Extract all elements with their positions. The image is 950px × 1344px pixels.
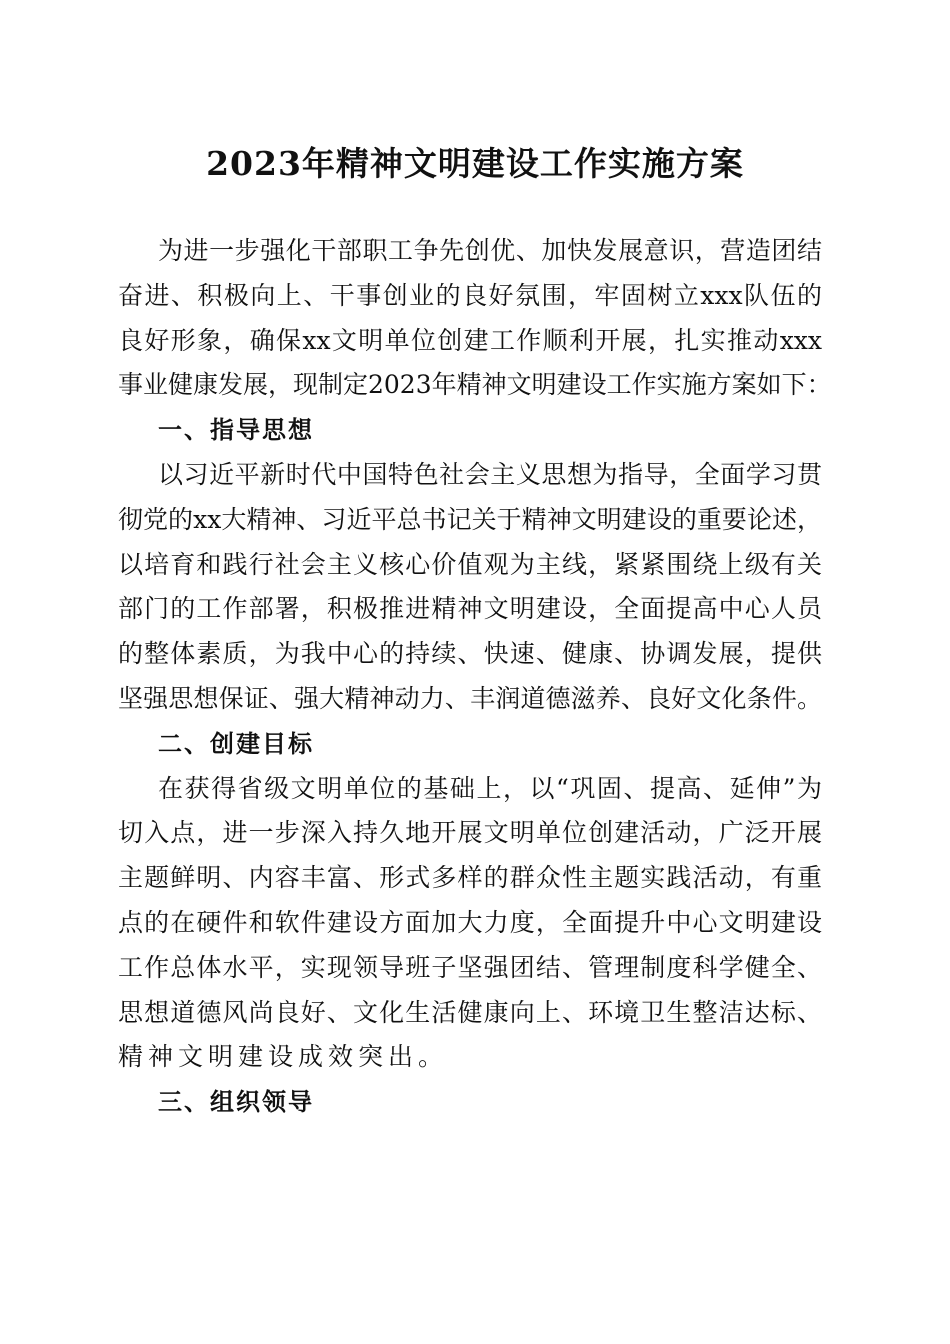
paragraph-line: 良好形象，确保xx文明单位创建工作顺利开展，扎实推动xxx	[118, 325, 822, 355]
paragraph-line: 部门的工作部署，积极推进精神文明建设，全面提高中心人员	[118, 594, 822, 624]
paragraph-line: 工作总体水平，实现领导班子坚强团结、管理制度科学健全、	[118, 952, 822, 982]
section-heading: 三、组织领导	[158, 1088, 314, 1117]
paragraph-line: 坚强思想保证、强大精神动力、丰润道德滋养、良好文化条件。	[118, 683, 822, 713]
paragraph-line: 在获得省级文明单位的基础上，以“巩固、提高、延伸”为	[158, 773, 822, 803]
section-heading: 二、创建目标	[158, 729, 314, 758]
paragraph-line: 事业健康发展，现制定2023年精神文明建设工作实施方案如下：	[118, 370, 832, 400]
paragraph-line: 思想道德风尚良好、文化生活健康向上、环境卫生整洁达标、	[118, 997, 822, 1027]
paragraph-line: 彻党的xx大精神、习近平总书记关于精神文明建设的重要论述，	[118, 504, 822, 534]
document-title: 2023年精神文明建设工作实施方案	[206, 144, 744, 183]
paragraph-line: 以培育和践行社会主义核心价值观为主线，紧紧围绕上级有关	[118, 549, 822, 579]
paragraph-line: 切入点，进一步深入持久地开展文明单位创建活动，广泛开展	[118, 818, 822, 848]
document-body	[118, 229, 832, 1125]
paragraph-line: 主题鲜明、内容丰富、形式多样的群众性主题实践活动，有重	[118, 863, 822, 893]
paragraph-line: 点的在硬件和软件建设方面加大力度，全面提升中心文明建设	[118, 907, 822, 937]
paragraph-line: 奋进、积极向上、干事创业的良好氛围，牢固树立xxx队伍的	[118, 280, 822, 310]
paragraph-line: 为进一步强化干部职工争先创优、加快发展意识，营造团结	[158, 236, 822, 265]
section-heading: 一、指导思想	[158, 416, 314, 445]
paragraph-line: 的整体素质，为我中心的持续、快速、健康、协调发展，提供	[118, 639, 822, 669]
paragraph-line: 以习近平新时代中国特色社会主义思想为指导，全面学习贯	[158, 459, 822, 489]
paragraph-line: 精神文明建设成效突出。	[118, 1042, 449, 1072]
